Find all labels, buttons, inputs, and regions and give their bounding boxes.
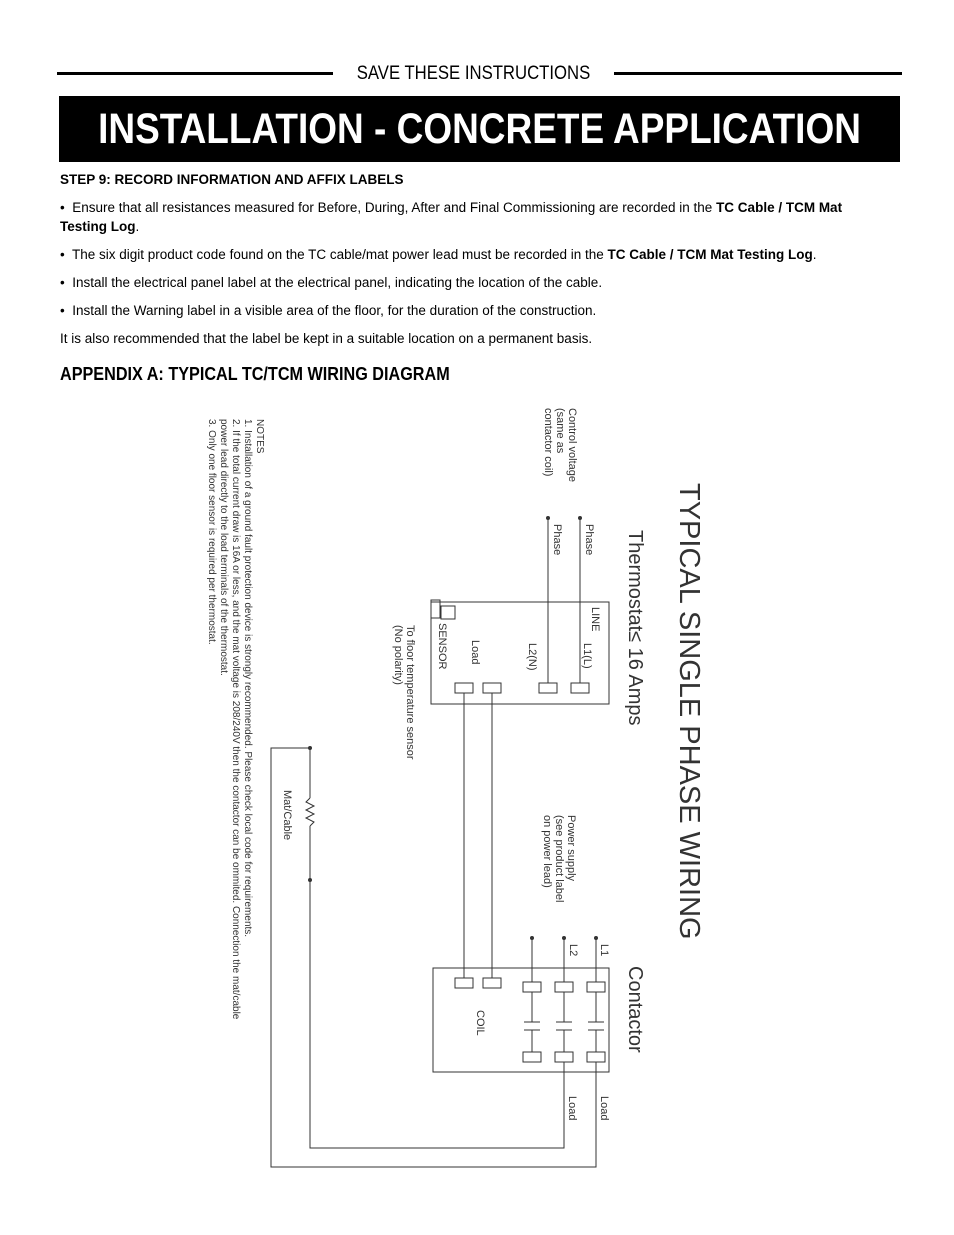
control-voltage-line3: contactor coil) [542,408,554,477]
note-2-cont: power lead directly to the load terminals of the thermostat. [218,419,229,676]
bullet3-text: Install the electrical panel label at the electrical panel, indicating the location of the cable. [72,275,603,290]
line-label: LINE [589,607,601,632]
step9-heading: STEP 9: RECORD INFORMATION AND AFFIX LABELS [60,172,404,187]
contactor-load-label-2: Load [566,1096,578,1121]
bullet1-end: . [135,219,140,234]
bullet-item-1: • Ensure that all resistances measured for Before, During, After and Final Commissioning are recorded in the TC Cable / TCM Mat Testing Log. [60,200,843,234]
recommendation-note: It is also recommended that the label be kept in a suitable location on a permanent basis. [60,331,593,346]
sensor-label: SENSOR [436,623,448,670]
contact-bottom-3 [587,1052,605,1062]
diagram-title: TYPICAL SINGLE PHASE WIRING [673,483,705,940]
phase-label-top: Phase [583,524,595,556]
bullet2-text: The six digit product code found on the TC cable/mat power lead must be recorded in the [71,247,608,262]
terminal-load-b [455,683,473,693]
coil-label: COIL [474,1010,486,1036]
power-supply-line3: on power lead) [541,815,553,888]
mat-resistor [306,798,314,826]
appendix-heading: APPENDIX A: TYPICAL TC/TCM WIRING DIAGRAM [60,364,450,384]
bullet4-text: Install the Warning label in a visible area of the floor, for the duration of the construction. [72,303,597,318]
bullet2-end: . [812,247,817,262]
sensor-terminal [441,606,455,619]
note-1: 1. Installation of a ground fault protection device is strongly recommended. Please check local code for requirements. [242,419,253,938]
power-supply-line2: (see product label [553,815,565,903]
save-instructions-label: SAVE THESE INSTRUCTIONS [356,63,591,84]
contact-top-1 [523,982,541,992]
load-label: Load [469,640,481,665]
bullet-item-2: • The six digit product code found on the TC cable/mat power lead must be recorded in the TC Cable / TCM Mat Testing Log. [60,247,817,262]
phase-label-bottom: Phase [551,524,563,556]
sensor-note-line2: (No polarity) [392,625,404,685]
load-wire-1 [310,880,564,1148]
control-voltage-line1: Control voltage [566,408,578,482]
terminal-load-a [483,683,501,693]
sensor-note-line1: To floor temperature sensor [404,625,416,760]
mat-cable-label: Mat/Cable [281,790,293,841]
bullet-item-4: • Install the Warning label in a visible area of the floor, for the duration of the construction. [60,303,597,318]
l1-label: L1(L) [581,643,593,669]
contactor-box [433,968,609,1072]
power-supply-line1: Power supply [565,815,577,882]
contactor-label: Contactor [624,966,646,1053]
notes-heading: NOTES [254,419,265,454]
contact-top-3 [587,982,605,992]
coil-terminal-a [455,978,473,988]
bullet1-text: Ensure that all resistances measured for Before, During, After and Final Commissioning are recorded in the [72,200,717,215]
sensor-plug [431,600,440,618]
contact-bottom-2 [555,1052,573,1062]
coil-terminal-b [483,978,501,988]
note-2: 2. If the total current draw is 16A or less, and the mat voltage is 208/240V then the contactor can be ommited. Connection the mat/cable [230,419,241,1020]
terminal-l1 [571,683,589,693]
note-3: 3. Only one floor sensor is required per thermostat. [206,419,217,645]
bullet2-bold: TC Cable / TCM Mat Testing Log [607,247,813,262]
bullet1-bold: TC Cable / TCM Mat Testing Log [60,200,843,234]
l2-label: L2(N) [526,643,538,671]
contact-bottom-1 [523,1052,541,1062]
bullet-item-3: • Install the electrical panel label at the electrical panel, indicating the location of the cable. [60,275,603,290]
control-voltage-line2: (same as [554,408,566,454]
page-title: INSTALLATION - CONCRETE APPLICATION [98,104,861,153]
terminal-l2 [539,683,557,693]
thermostat-label: Thermostat≤ 16 Amps [624,530,646,726]
contact-top-2 [555,982,573,992]
contactor-load-label-1: Load [598,1096,610,1121]
load-wire-2 [271,748,596,1167]
contactor-l1-label: L1 [598,944,610,957]
contactor-l2-label: L2 [567,944,579,957]
